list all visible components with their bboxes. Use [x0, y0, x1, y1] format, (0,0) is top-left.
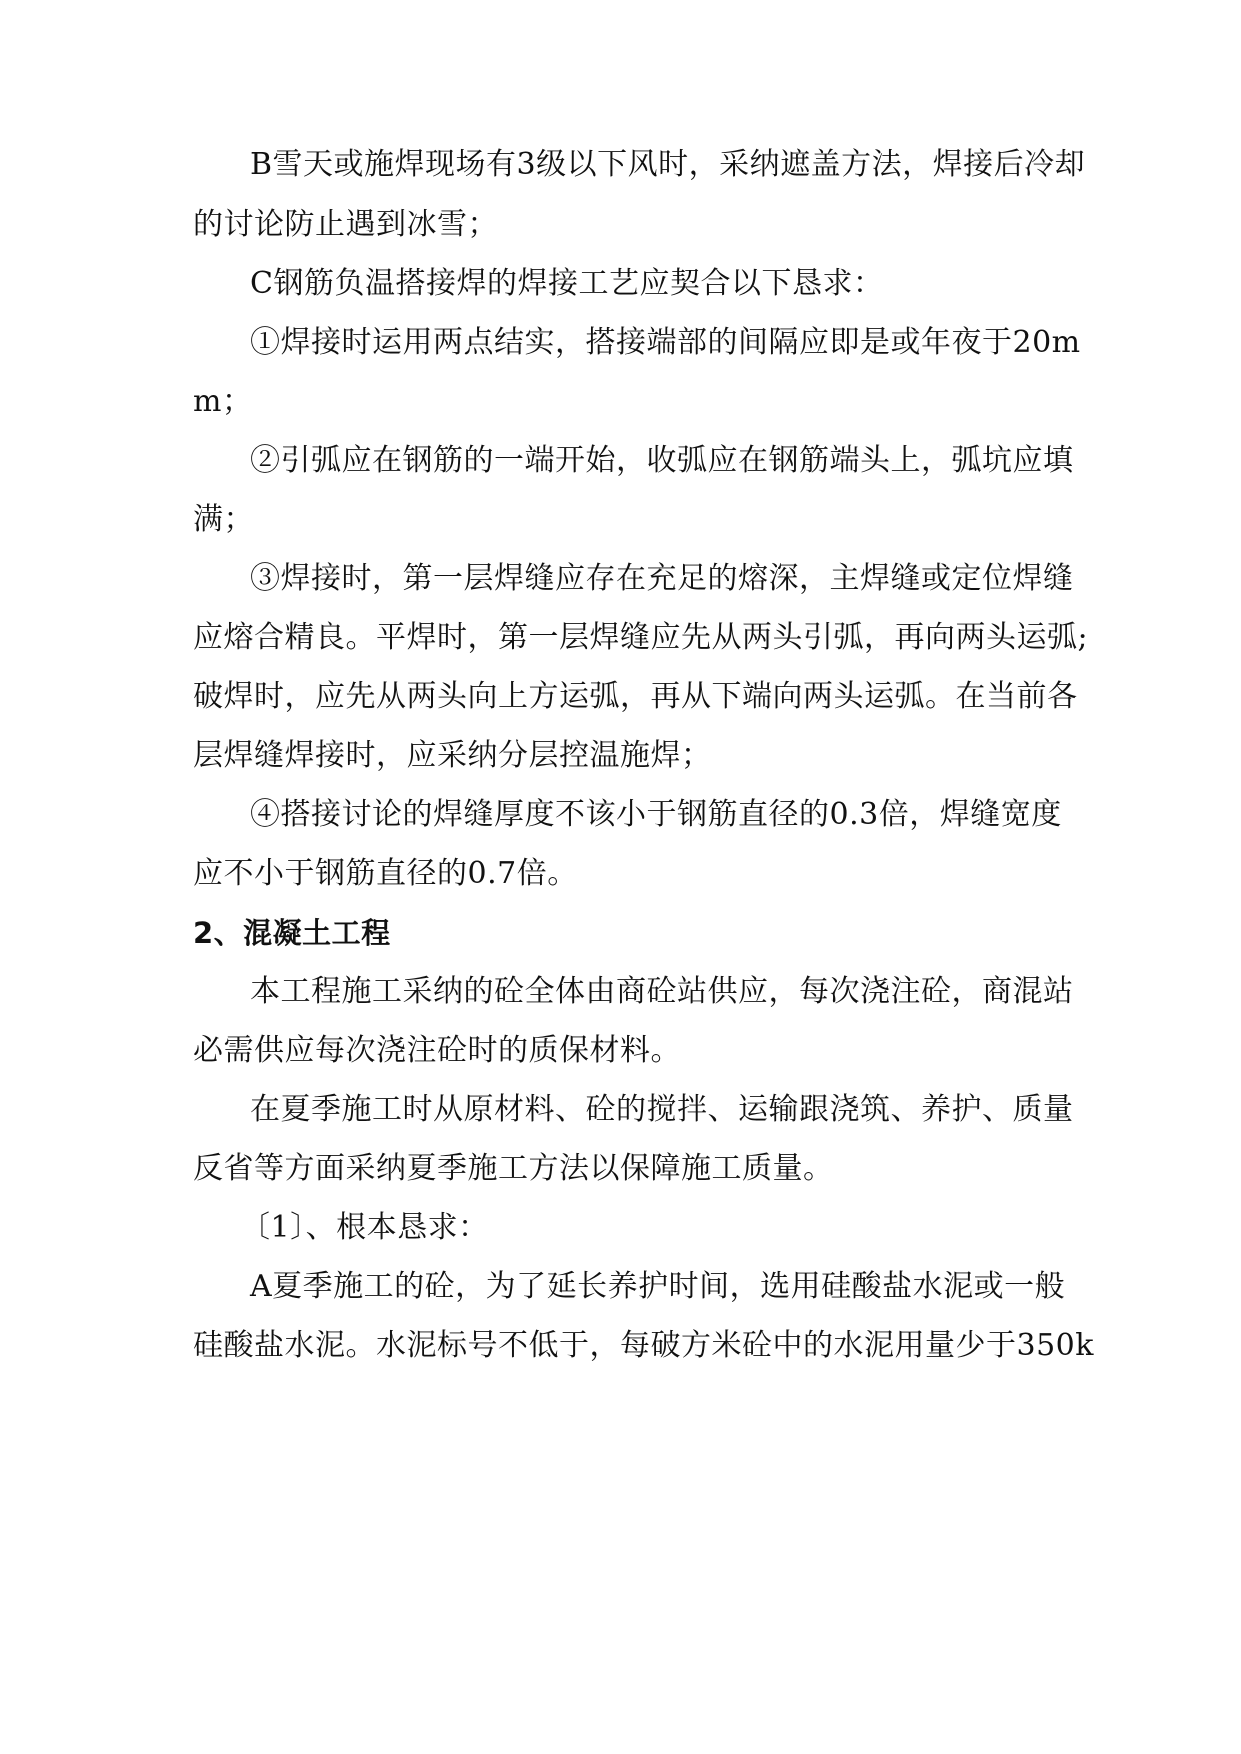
paragraph-line: C钢筋负温搭接焊的焊接工艺应契合以下恳求： — [250, 266, 884, 301]
list-item-line: 应不小于钢筋直径的0.7倍。 — [193, 856, 578, 891]
paragraph-line: 反省等方面采纳夏季施工方法以保障施工质量。 — [193, 1151, 834, 1186]
list-item-line: ①焊接时运用两点结实，搭接端部的间隔应即是或年夜于20m — [250, 325, 1081, 360]
list-item-line: 满； — [193, 502, 254, 537]
section-heading: 2、混凝土工程 — [193, 916, 391, 950]
list-item-line: ③焊接时，第一层焊缝应存在充足的熔深，主焊缝或定位焊缝 — [250, 561, 1074, 596]
paragraph-line: 必需供应每次浇注砼时的质保材料。 — [193, 1033, 681, 1068]
list-item-line: ④搭接讨论的焊缝厚度不该小于钢筋直径的0.3倍，焊缝宽度 — [250, 797, 1062, 832]
paragraph-line: 本工程施工采纳的砼全体由商砼站供应，每次浇注砼，商混站 — [250, 974, 1074, 1009]
list-item-line: 应熔合精良。平焊时，第一层焊缝应先从两头引弧，再向两头运弧; — [193, 620, 1089, 655]
paragraph-line: A夏季施工的砼，为了延长养护时间，选用硅酸盐水泥或一般 — [250, 1269, 1066, 1304]
subsection-heading: 〔1〕、根本恳求： — [240, 1210, 489, 1245]
paragraph-line: 硅酸盐水泥。水泥标号不低于，每破方米砼中的水泥用量少于350k — [193, 1328, 1094, 1363]
paragraph-line: 在夏季施工时从原材料、砼的搅拌、运输跟浇筑、养护、质量 — [250, 1092, 1074, 1127]
paragraph-line: B雪天或施焊现场有3级以下风时，采纳遮盖方法，焊接后冷却 — [250, 147, 1086, 182]
paragraph-line: 的讨论防止遇到冰雪； — [193, 207, 498, 242]
list-item-line: ②引弧应在钢筋的一端开始，收弧应在钢筋端头上，弧坑应填 — [250, 443, 1074, 478]
list-item-line: 层焊缝焊接时，应采纳分层控温施焊； — [193, 738, 712, 773]
list-item-line: 破焊时，应先从两头向上方运弧，再从下端向两头运弧。在当前各 — [193, 679, 1078, 714]
list-item-line: m； — [193, 384, 253, 419]
